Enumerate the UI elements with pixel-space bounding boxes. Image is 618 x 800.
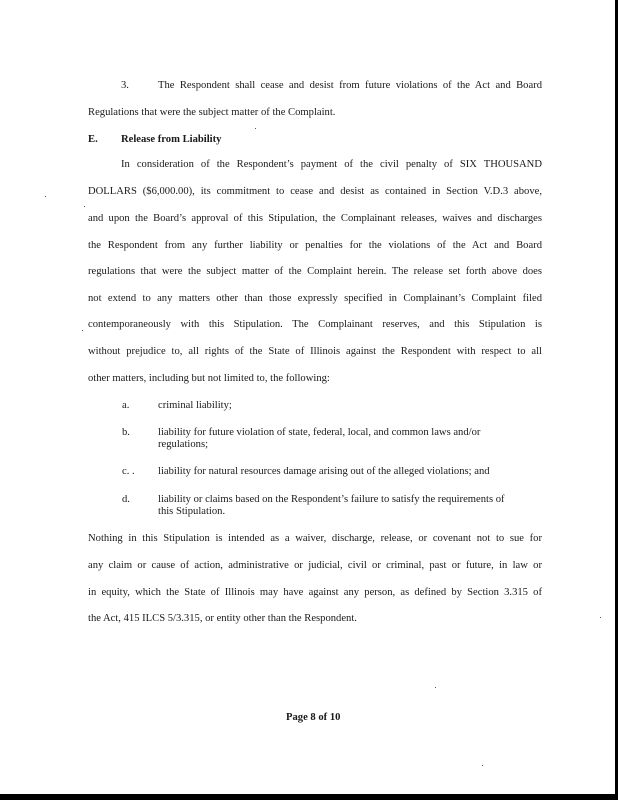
section-e-heading: Release from Liability [121,134,222,145]
release-line-7: contemporaneously with this Stipulation. The Complainant reserves, and this Stipulation is [88,319,542,330]
release-line-9: other matters, including but not limited to, the following: [88,373,330,384]
list-item-d-marker: d. [122,494,130,505]
list-item-c-text: liability for natural resources damage arising out of the alleged violations; and [158,466,490,477]
release-line-1: In consideration of the Respondent’s payment of the civil penalty of SIX THOUSAND [121,159,542,170]
closing-line-3: in equity, which the State of Illinois may have against any person, as defined by Section 3.315 of [88,587,542,598]
release-line-5: regulations that were the subject matter of the Complaint herein. The release set forth above does [88,266,542,277]
scan-speck [255,128,256,129]
scan-speck [435,687,436,688]
list-item-b-text-2: regulations; [158,439,209,450]
closing-line-4: the Act, 415 ILCS 5/3.315, or entity other than the Respondent. [88,613,357,624]
scan-speck [84,206,85,207]
scan-speck [482,765,483,766]
page-number: Page 8 of 10 [286,712,341,723]
list-item-b-marker: b. [122,427,130,438]
list-item-d-text-2: this Stipulation. [158,506,226,517]
release-line-3: and upon the Board’s approval of this Stipulation, the Complainant releases, waives and discharges [88,213,542,224]
release-line-8: without prejudice to, all rights of the State of Illinois against the Respondent with respect to all [88,346,542,357]
scan-border-bottom [0,794,618,800]
closing-line-1: Nothing in this Stipulation is intended as a waiver, discharge, release, or covenant not to sue for [88,533,542,544]
scan-speck [82,330,83,331]
list-item-d-text-1: liability or claims based on the Respondent’s failure to satisfy the requirements of [158,494,505,505]
paragraph-3-number: 3. [121,80,129,91]
list-item-a-text: criminal liability; [158,400,232,411]
section-e-letter: E. [88,134,98,145]
release-line-2: DOLLARS ($6,000.00), its commitment to cease and desist as contained in Section V.D.3 above, [88,186,542,197]
scan-speck [600,617,601,618]
release-line-4: the Respondent from any further liability or penalties for the violations of the Act and Board [88,240,542,251]
list-item-c-marker: c. . [122,466,135,477]
paragraph-3-line-1: The Respondent shall cease and desist from future violations of the Act and Board [158,80,542,91]
scan-speck [45,196,46,197]
list-item-b-text-1: liability for future violation of state, federal, local, and common laws and/or [158,427,481,438]
list-item-a-marker: a. [122,400,130,411]
closing-line-2: any claim or cause of action, administrative or judicial, civil or criminal, past or future, in law or [88,560,542,571]
release-line-6: not extend to any matters other than those expressly specified in Complainant’s Complaint filed [88,293,542,304]
paragraph-3-line-2: Regulations that were the subject matter of the Complaint. [88,107,336,118]
